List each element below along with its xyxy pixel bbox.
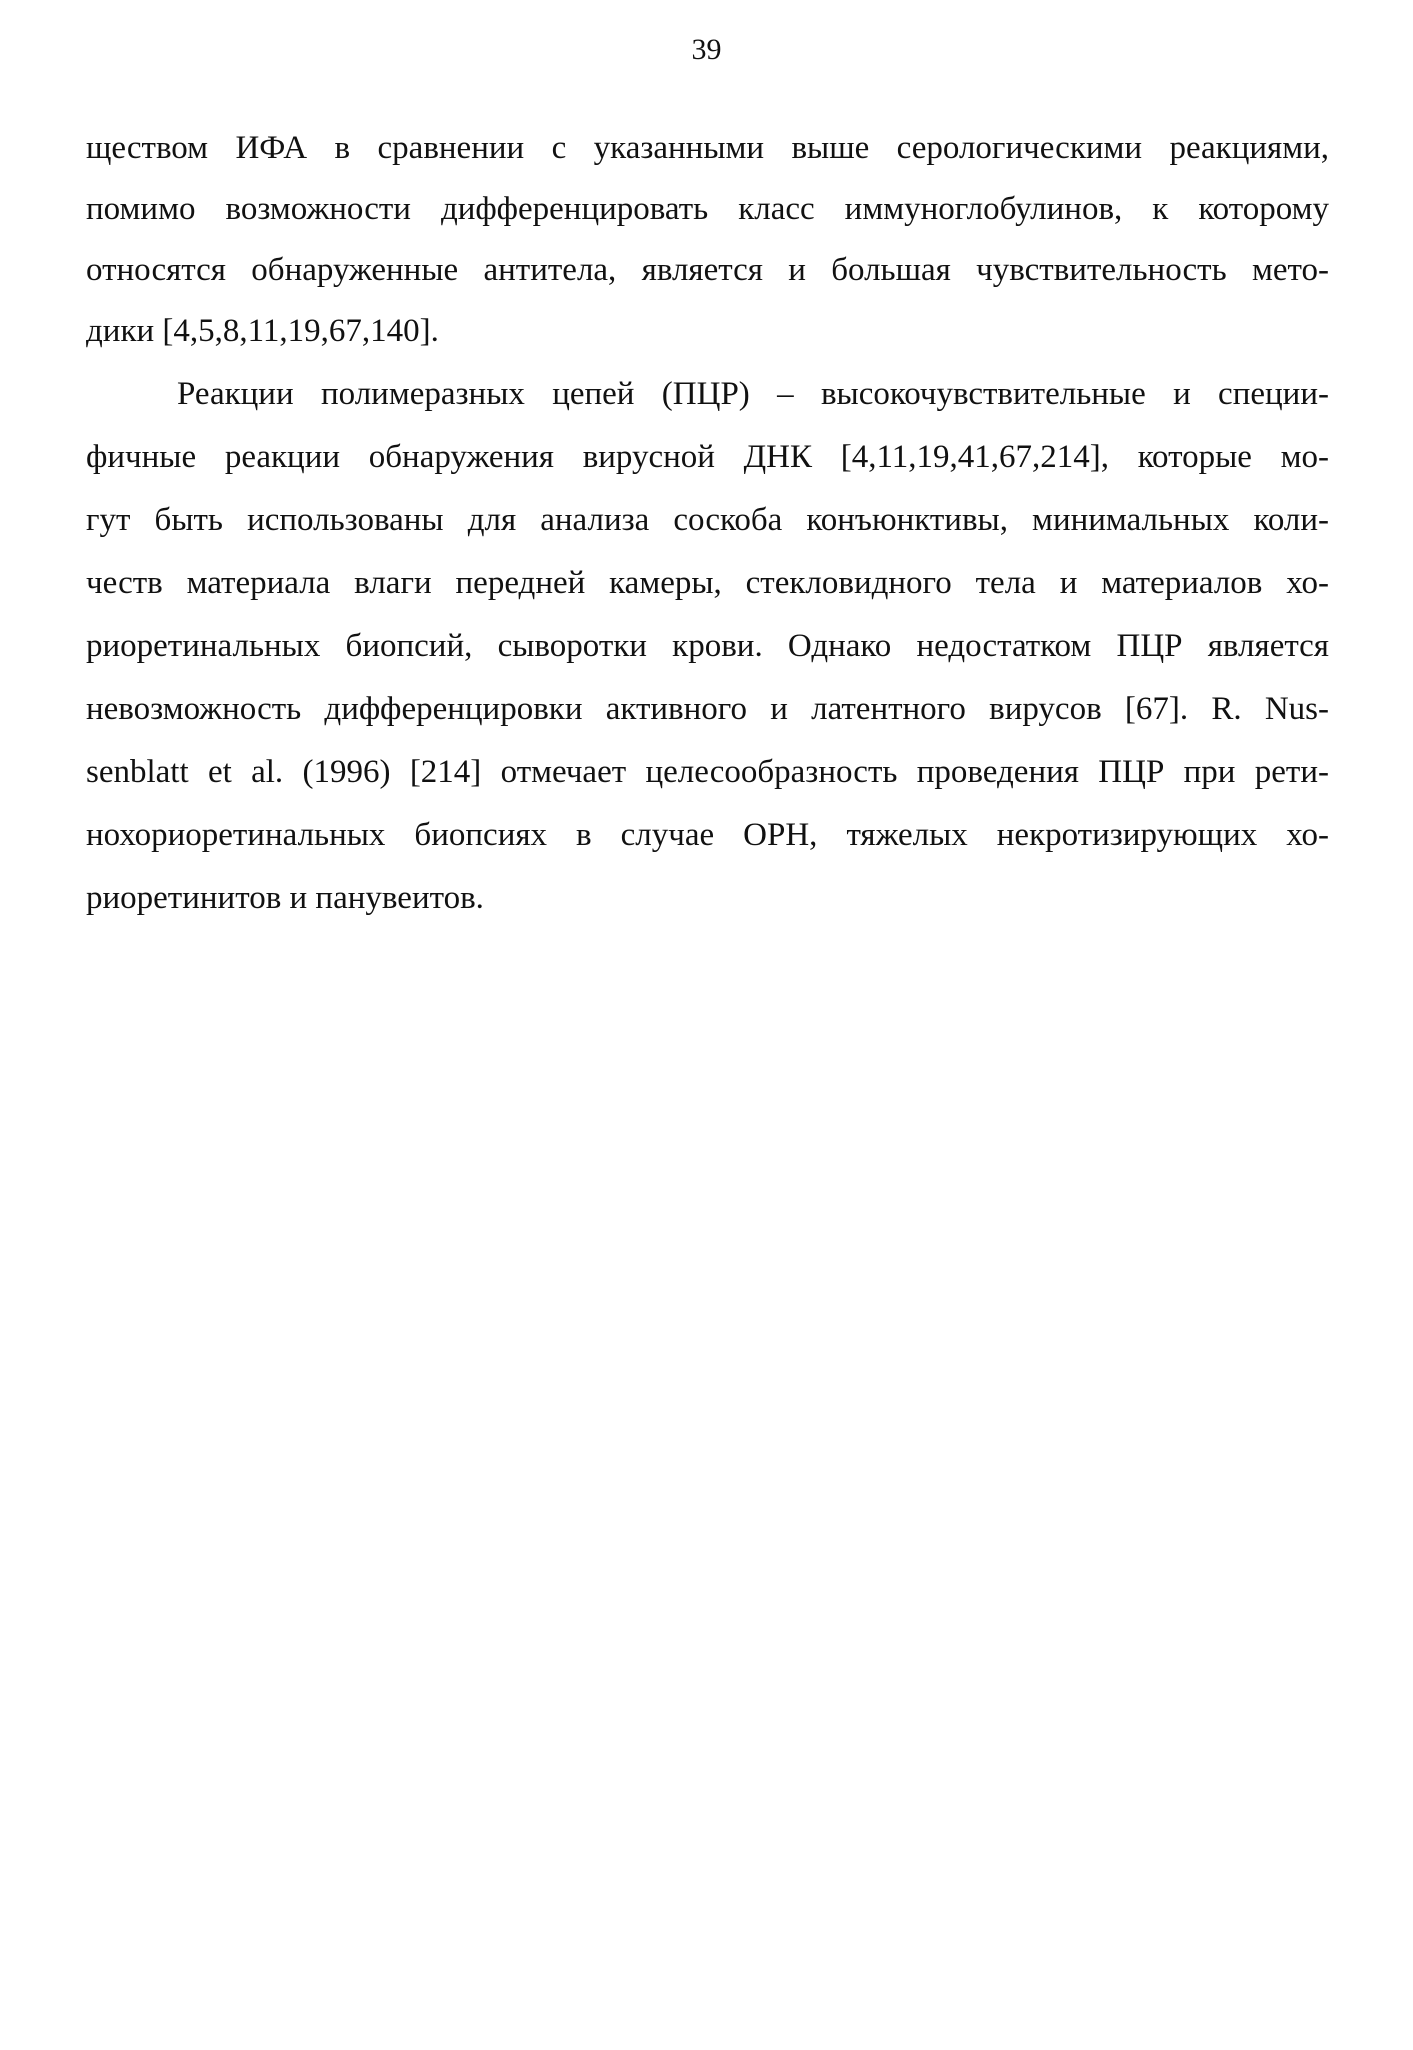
page-number: 39	[691, 33, 722, 66]
paragraph-2-line: невозможность дифференцировки активного и латентного вирусов [67]. R. Nus-	[86, 691, 1329, 727]
paragraph-2-line: риоретинальных биопсий, сыворотки крови. Однако недостатком ПЦР является	[86, 628, 1329, 664]
paragraph-1-line: дики [4,5,8,11,19,67,140].	[86, 313, 439, 349]
paragraph-1-line: ществом ИФА в сравнении с указанными выше серологическими реакциями,	[86, 130, 1329, 166]
paragraph-2-line: нохориоретинальных биопсиях в случае ОРН, тяжелых некротизирующих хо-	[86, 817, 1329, 853]
paragraph-1-line: помимо возможности дифференцировать класс иммуноглобулинов, к которому	[86, 191, 1329, 227]
paragraph-1-line: относятся обнаруженные антитела, является и большая чувствительность мето-	[86, 252, 1329, 288]
paragraph-2-line: senblatt et al. (1996) [214] отмечает целесообразность проведения ПЦР при рети-	[86, 754, 1329, 790]
paragraph-2-line: честв материала влаги передней камеры, стекловидного тела и материалов хо-	[86, 565, 1329, 601]
paragraph-2-line: фичные реакции обнаружения вирусной ДНК [4,11,19,41,67,214], которые мо-	[86, 439, 1329, 475]
paragraph-2-line: Реакции полимеразных цепей (ПЦР) – высокочувствительные и специи-	[177, 376, 1329, 412]
paragraph-2-line: риоретинитов и панувеитов.	[86, 880, 484, 916]
paragraph-2-line: гут быть использованы для анализа соскоба конъюнктивы, минимальных коли-	[86, 502, 1329, 538]
